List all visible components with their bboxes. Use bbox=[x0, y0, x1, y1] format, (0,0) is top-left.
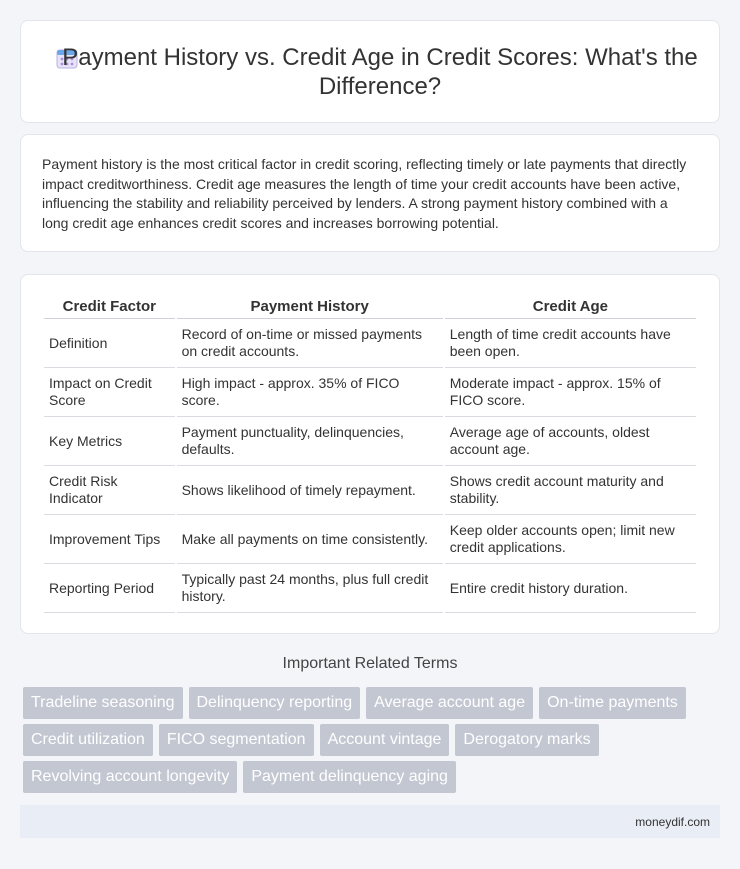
related-term-tag[interactable]: On-time payments bbox=[539, 687, 686, 719]
related-term-tag[interactable]: Delinquency reporting bbox=[189, 687, 361, 719]
related-terms-list bbox=[23, 687, 703, 793]
comparison-table bbox=[42, 295, 698, 613]
intro-card bbox=[20, 134, 720, 252]
row-label: Improvement Tips bbox=[44, 515, 175, 564]
footer-site-link[interactable]: moneydif.com bbox=[635, 815, 710, 829]
related-term-tag[interactable]: FICO segmentation bbox=[159, 724, 314, 756]
related-term-tag[interactable]: Credit utilization bbox=[23, 724, 153, 756]
table-row bbox=[44, 319, 696, 368]
intro-text: Payment history is the most critical factor in credit scoring, reflecting timely or late payments that directly impact creditworthiness. Credit age measures the length of time your credit accounts have been active, influencing the stability and reliability perceived by lenders. A strong payment history combined with a long credit age enhances credit scores and increases borrowing potential. bbox=[42, 156, 687, 231]
related-term-tag[interactable]: Payment delinquency aging bbox=[243, 761, 456, 793]
payment-history-cell: Make all payments on time consistently. bbox=[177, 515, 443, 564]
related-terms-heading: Important Related Terms bbox=[282, 655, 458, 672]
payment-history-cell: Typically past 24 months, plus full credit history. bbox=[177, 564, 443, 613]
credit-age-cell: Keep older accounts open; limit new credit applications. bbox=[445, 515, 696, 564]
page-title: Payment History vs. Credit Age in Credit Scores: What's the Difference? bbox=[62, 44, 698, 100]
payment-history-cell: Shows likelihood of timely repayment. bbox=[177, 466, 443, 515]
related-term-tag[interactable]: Average account age bbox=[366, 687, 533, 719]
table-row bbox=[44, 368, 696, 417]
footer bbox=[20, 805, 720, 838]
table-header-row bbox=[44, 295, 696, 319]
table-row bbox=[44, 417, 696, 466]
row-label: Credit Risk Indicator bbox=[44, 466, 175, 515]
related-term-tag[interactable]: Account vintage bbox=[320, 724, 450, 756]
title-card bbox=[20, 20, 720, 123]
comparison-table-card bbox=[20, 274, 720, 634]
table-row bbox=[44, 466, 696, 515]
row-label: Key Metrics bbox=[44, 417, 175, 466]
table-row bbox=[44, 564, 696, 613]
related-term-tag[interactable]: Derogatory marks bbox=[455, 724, 598, 756]
related-term-tag[interactable]: Revolving account longevity bbox=[23, 761, 237, 793]
related-term-tag[interactable]: Tradeline seasoning bbox=[23, 687, 183, 719]
column-header-payment-history: Payment History bbox=[177, 295, 443, 319]
row-label: Definition bbox=[44, 319, 175, 368]
payment-history-cell: Payment punctuality, delinquencies, defaults. bbox=[177, 417, 443, 466]
title-wrap bbox=[61, 43, 699, 101]
row-label: Reporting Period bbox=[44, 564, 175, 613]
credit-age-cell: Length of time credit accounts have been open. bbox=[445, 319, 696, 368]
credit-age-cell: Moderate impact - approx. 15% of FICO score. bbox=[445, 368, 696, 417]
credit-age-cell: Average age of accounts, oldest account age. bbox=[445, 417, 696, 466]
row-label: Impact on Credit Score bbox=[44, 368, 175, 417]
table-row bbox=[44, 515, 696, 564]
credit-age-cell: Entire credit history duration. bbox=[445, 564, 696, 613]
payment-history-cell: High impact - approx. 35% of FICO score. bbox=[177, 368, 443, 417]
payment-history-cell: Record of on-time or missed payments on credit accounts. bbox=[177, 319, 443, 368]
credit-age-cell: Shows credit account maturity and stability. bbox=[445, 466, 696, 515]
column-header-credit-factor: Credit Factor bbox=[44, 295, 175, 319]
column-header-credit-age: Credit Age bbox=[445, 295, 696, 319]
